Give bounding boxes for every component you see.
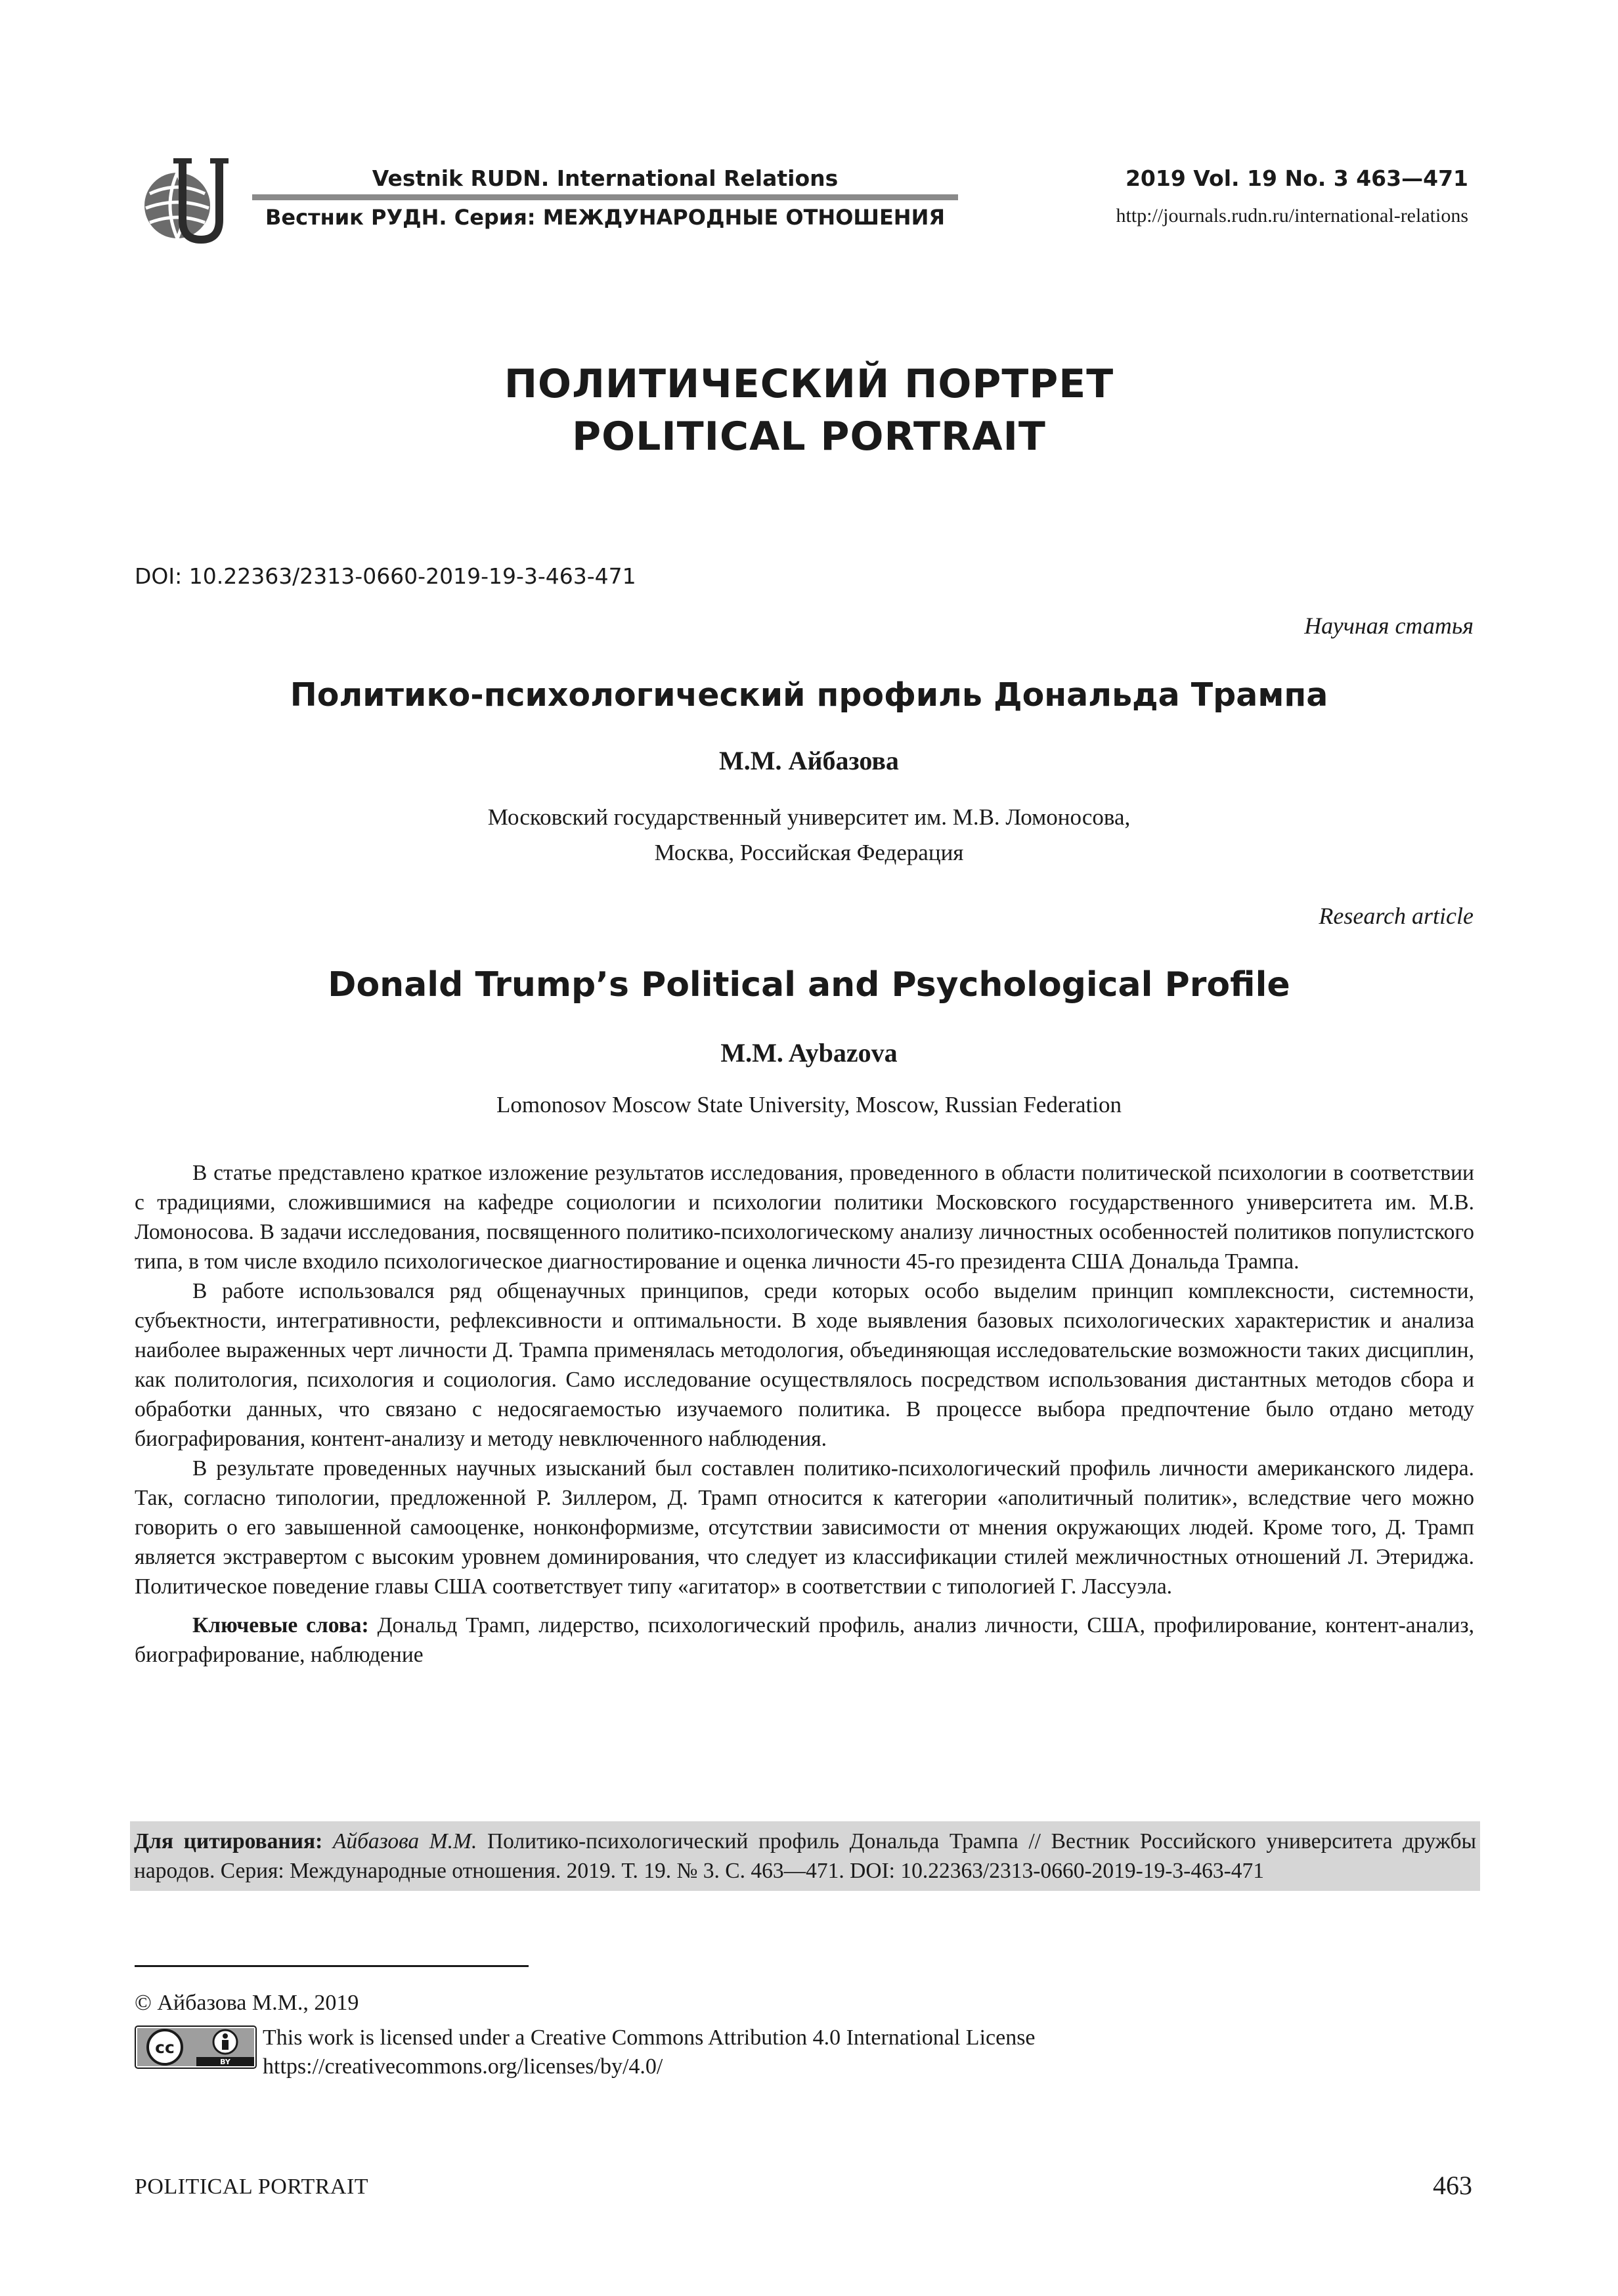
affiliation-ru <box>0 800 1618 871</box>
cc-badge-label: cc <box>155 2038 175 2057</box>
header-rule <box>252 194 958 200</box>
abstract-paragraph: В результате проведенных научных изысканий был составлен политико-психологический профиль личности американского лидера. Так, согласно типологии, предложенной Р. Зиллером, Д. Трамп относится к категории «аполитичный политик», вследствие чего можно говорить о его завышенной самооценке, нонконформизме, отсутствии зависимости от мнения окружающих людей. Кроме того, Д. Трамп является экстравертом с высоким уровнем доминирования, что следует из классификации стилей межличностных отношений Л. Этериджа. Политическое поведение главы США соответствует типу «агитатор» в соответствии с типологией Г. Лассуэла. <box>135 1456 1474 1599</box>
abstract-paragraph: В работе использовался ряд общенаучных принципов, среди которых особо выделим принцип комплексности, системности, субъектности, интегративности, рефлексивности и оптимальности. В ходе выявления базовых психологических характеристик и анализа наиболее выраженных черт личности Д. Трампа применялась методология, объединяющая исследовательские возможности таких дисциплин, как политология, психология и социология. Само исследование осуществлялось посредством использования дистантных методов сбора и обработки данных, что связано с недосягаемостью изучаемого политика. В процессе выбора предпочтение было отдано методу биографирования, контент-анализу и методу невключенного наблюдения. <box>135 1279 1474 1451</box>
citation-text: Политико-психологический профиль Дональда Трампа // Вестник Российского университета дружбы народов. Серия: Международные отношения. 2019. Т. 19. № 3. С. 463—471. DOI: 10.22363/2313-0660-2019-19-3-463-471 <box>134 1829 1476 1883</box>
article-type-ru: Научная статья <box>1304 613 1474 639</box>
keywords <box>135 1611 1474 1670</box>
section-title-ru: ПОЛИТИЧЕСКИЙ ПОРТРЕТ <box>504 361 1114 407</box>
article-title-en: Donald Trump’s Political and Psychological Profile <box>328 965 1290 1005</box>
affiliation-en: Lomonosov Moscow State University, Moscow, Russian Federation <box>496 1092 1122 1117</box>
keywords-label: Ключевые слова: <box>192 1613 369 1637</box>
citation-box <box>130 1821 1480 1891</box>
rudn-globe-logo-icon <box>137 148 242 253</box>
abstract-paragraph: В статье представлено краткое изложение результатов исследования, проведенного в области политической психологии в соответствии с традициями, сложившимися на кафедре социологии и психологии политики Московского государственного университета им. М.В. Ломоносова. В задачи исследования, посвященного политико-психологическому анализу личностных особенностей политиков популистского типа, в том числе входило психологическое диагностирование и оценка личности 45-го президента США Дональда Трампа. <box>135 1161 1474 1274</box>
author-ru: М.М. Айбазова <box>719 746 899 775</box>
page-number: 463 <box>1433 2171 1472 2200</box>
journal-issue: 2019 Vol. 19 No. 3 463—471 <box>1125 165 1468 191</box>
journal-url[interactable]: http://journals.rudn.ru/international-relations <box>1116 205 1468 227</box>
affiliation-ru-line1: Московский государственный университет им. М.В. Ломоносова, <box>487 804 1131 830</box>
license-text <box>263 2024 1036 2081</box>
article-type-en: Research article <box>1319 903 1474 929</box>
by-badge-label: BY <box>220 2058 230 2066</box>
affiliation-ru-line2: Москва, Российская Федерация <box>654 840 964 865</box>
author-en: M.M. Aybazova <box>720 1038 898 1068</box>
section-title-en: POLITICAL PORTRAIT <box>572 414 1046 460</box>
license-statement: This work is licensed under a Creative Commons Attribution 4.0 International License <box>263 2025 1036 2050</box>
citation-author: Айбазова М.М. <box>332 1829 477 1853</box>
doi[interactable]: DOI: 10.22363/2313-0660-2019-19-3-463-471 <box>135 563 636 589</box>
copyright: © Айбазова М.М., 2019 <box>135 1991 359 2015</box>
article-title-ru: Политико-психологический профиль Дональда Трампа <box>290 676 1328 714</box>
footer-section: POLITICAL PORTRAIT <box>135 2175 369 2199</box>
journal-title-ru: Вестник РУДН. Серия: МЕЖДУНАРОДНЫЕ ОТНОШЕНИЯ <box>265 205 945 230</box>
journal-title-en: Vestnik RUDN. International Relations <box>372 165 839 191</box>
citation-label: Для цитирования: <box>134 1829 323 1853</box>
footnote-rule <box>135 1965 529 1967</box>
license-url[interactable]: https://creativecommons.org/licenses/by/4.0/ <box>263 2054 663 2079</box>
keywords-text: Дональд Трамп, лидерство, психологический профиль, анализ личности, США, профилирование, контент-анализ, биографирование, наблюдение <box>135 1613 1475 1667</box>
cc-by-badge-icon[interactable] <box>135 2025 257 2069</box>
abstract <box>135 1158 1474 1670</box>
